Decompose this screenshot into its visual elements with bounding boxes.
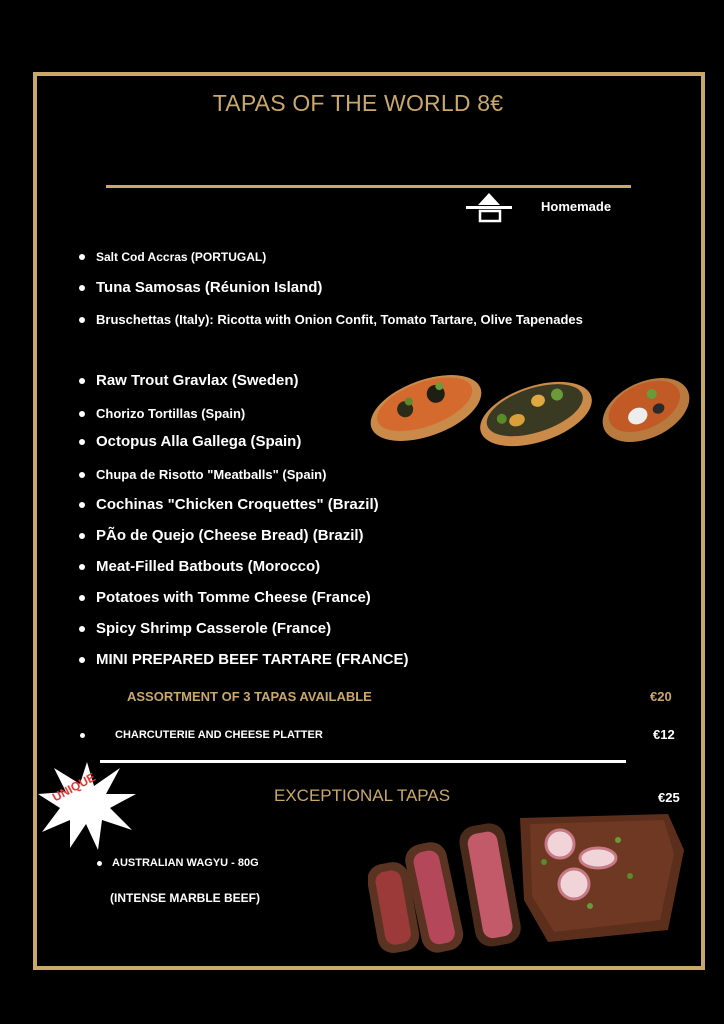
menu-item-label: Octopus Alla Gallega (Spain) [96, 433, 302, 450]
menu-item-label: Salt Cod Accras (PORTUGAL) [96, 250, 267, 264]
bullet [80, 733, 85, 738]
wagyu-item [97, 857, 259, 869]
menu-item-label: Chorizo Tortillas (Spain) [96, 406, 246, 421]
menu-item [79, 527, 364, 544]
menu-item-label: Bruschettas (Italy): Ricotta with Onion Confit, Tomato Tartare, Olive Tapenades [96, 312, 583, 327]
bullet [79, 285, 85, 291]
menu-item-label: Tuna Samosas (Réunion Island) [96, 279, 323, 296]
bullet [79, 378, 85, 384]
platter-label: CHARCUTERIE AND CHEESE PLATTER [115, 729, 323, 741]
unique-badge-label: UNIQUE [50, 770, 98, 805]
bullet [79, 411, 85, 417]
homemade-label: Homemade [541, 199, 612, 214]
menu-item [79, 279, 322, 296]
house-icon [466, 191, 512, 223]
menu-item-label: Cochinas "Chicken Croquettes" (Brazil) [96, 496, 379, 513]
menu-item-label: PÃo de Quejo (Cheese Bread) (Brazil) [96, 527, 364, 544]
menu-item [79, 433, 301, 450]
header-divider [106, 185, 631, 188]
menu-item [79, 496, 379, 513]
menu-item-label: Spicy Shrimp Casserole (France) [96, 620, 332, 637]
menu-item [79, 558, 320, 575]
menu-item [79, 372, 299, 389]
menu-item-label: MINI PREPARED BEEF TARTARE (FRANCE) [96, 651, 409, 668]
menu-title: TAPAS OF THE WORLD 8€ [212, 90, 504, 116]
menu-item [79, 589, 371, 606]
exceptional-title: EXCEPTIONAL TAPAS [274, 786, 451, 805]
menu-item-label: Potatoes with Tomme Cheese (France) [96, 589, 371, 606]
bullet [79, 626, 85, 632]
bullet [79, 439, 85, 445]
menu-item [79, 467, 326, 482]
bullet [97, 861, 102, 866]
bullet [79, 564, 85, 570]
assortment-label: ASSORTMENT OF 3 TAPAS AVAILABLE [127, 689, 372, 704]
exceptional-price: €25 [658, 790, 680, 805]
menu-item-label: Chupa de Risotto "Meatballs" (Spain) [96, 467, 327, 482]
menu-item-label: Raw Trout Gravlax (Sweden) [96, 372, 299, 389]
wagyu-label: AUSTRALIAN WAGYU - 80G [112, 857, 259, 869]
bullet [79, 472, 85, 478]
platter-price: €12 [653, 727, 675, 742]
bullet [79, 533, 85, 539]
bullet [79, 502, 85, 508]
wagyu-note: (INTENSE MARBLE BEEF) [110, 891, 260, 905]
bullet [79, 254, 85, 260]
menu-item [79, 620, 331, 637]
menu-item-label: Meat-Filled Batbouts (Morocco) [96, 558, 321, 575]
bullet [79, 317, 85, 323]
exceptional-divider [100, 760, 626, 763]
wagyu-steak-image [368, 810, 690, 960]
bruschetta-image [366, 358, 696, 458]
assortment-price: €20 [650, 689, 672, 704]
menu-item [79, 651, 409, 668]
menu-item [79, 406, 245, 421]
menu-item [79, 250, 266, 264]
bullet [79, 657, 85, 663]
bullet [79, 595, 85, 601]
platter-item [80, 729, 323, 741]
menu-item [79, 312, 583, 327]
